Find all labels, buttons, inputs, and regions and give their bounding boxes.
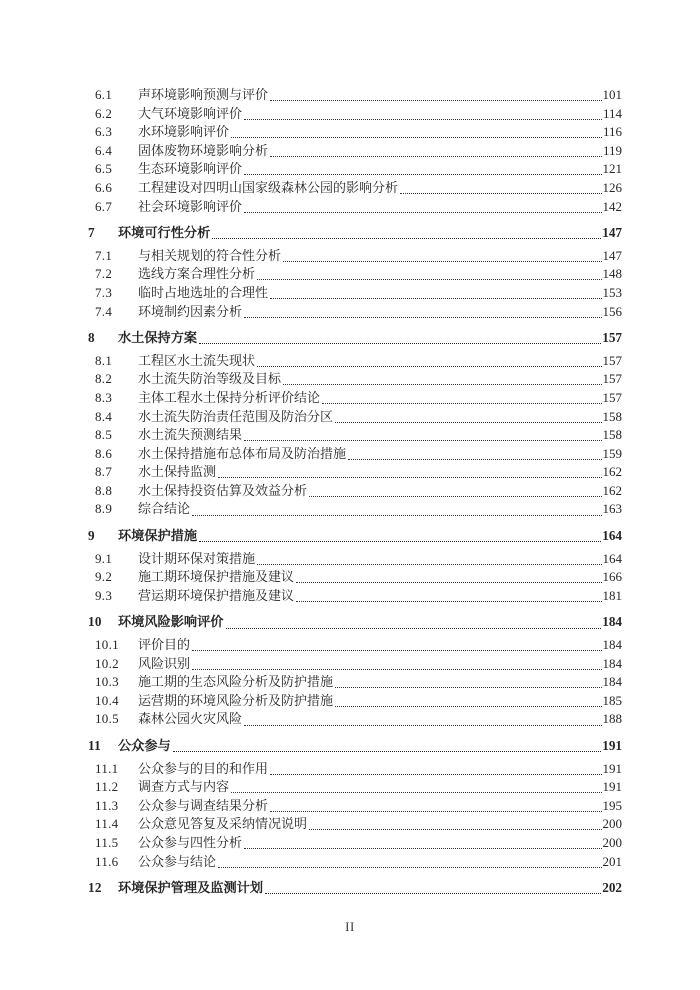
toc-leader-dots [216,463,602,482]
toc-entry-title: 公众参与四性分析 [138,834,243,850]
toc-entry-title: 工程建设对四明山国家级森林公园的影响分析 [138,179,399,195]
toc-entry-title: 环境风险影响评价 [118,614,224,630]
toc-leader-dots [307,482,602,501]
toc-entry [88,527,622,546]
toc-entry [88,160,622,179]
toc-leader-dots [281,370,602,389]
toc-entry [88,482,622,501]
toc-entry [88,265,622,284]
toc-entry [88,445,622,464]
toc-leader-dots [307,815,602,834]
toc-leader-dots [242,198,602,217]
toc-leader-dots [255,550,602,569]
toc-entry-title: 临时占地选址的合理性 [138,284,269,300]
toc-entry-title: 运营期的环境风险分析及防护措施 [138,692,334,708]
toc-entry [88,737,622,756]
toc-leader-dots [197,329,602,348]
toc-entry-page: 184 [602,614,622,630]
toc-entry-number: 8.3 [95,389,113,405]
toc-entry [88,224,622,243]
toc-entry-title: 水土流失预测结果 [138,427,243,443]
toc-entry-number: 10.5 [95,711,119,727]
toc-entry-title: 评价目的 [138,637,191,653]
toc-entry-page: 159 [602,445,622,461]
toc-entry [88,303,622,322]
toc-entry-title: 森林公园火灾风险 [138,711,243,727]
toc-entry [88,636,622,655]
toc-leader-dots [268,797,602,816]
toc-leader-dots [255,265,602,284]
toc-entry [88,655,622,674]
toc-entry [88,853,622,872]
toc-entry-number: 12 [88,880,102,896]
toc-entry-number: 11.1 [95,760,119,776]
toc-entry-page: 195 [602,797,622,813]
toc-leader-dots [190,500,602,519]
toc-entry-number: 8.8 [95,482,113,498]
toc-entry-page: 202 [602,880,622,896]
toc-leader-dots [210,224,602,243]
toc-entry [88,568,622,587]
toc-leader-dots [398,179,602,198]
toc-entry [88,179,622,198]
toc-entry-number: 9.2 [95,569,113,585]
toc-entry-title: 水土保持投资估算及效益分析 [138,482,308,498]
toc-entry-page: 158 [602,427,622,443]
toc-entry-number: 11.2 [95,779,119,795]
toc-entry [88,123,622,142]
toc-leader-dots [346,445,602,464]
toc-entry-title: 公众意见答复及采纳情况说明 [138,816,308,832]
toc-entry [88,692,622,711]
toc-leader-dots [242,105,603,124]
toc-entry-page: 188 [602,711,622,727]
toc-entry-page: 119 [602,142,622,158]
toc-entry-number: 6.1 [95,87,113,102]
toc-entry-number: 7.1 [95,247,113,263]
toc-leader-dots [242,834,602,853]
toc-entry-title: 环境可行性分析 [118,225,211,241]
toc-entry [88,198,622,217]
toc-entry-title: 环境保护措施 [118,528,198,544]
toc-entry [88,329,622,348]
footer-page-number: II [345,919,355,934]
toc-entry-title: 调查方式与内容 [138,779,230,795]
toc-entry-number: 11.4 [95,816,119,832]
toc-entry-page: 184 [602,655,622,671]
toc-entry [88,284,622,303]
toc-entry-title: 工程区水土流失现状 [138,352,256,368]
toc-entry [88,710,622,729]
toc-entry-page: 184 [602,674,622,690]
toc-entry-title: 环境制约因素分析 [138,303,243,319]
toc-leader-dots [197,527,602,546]
page-footer [0,919,700,935]
toc-entry-number: 8.7 [95,464,113,480]
toc-entry-page: 184 [602,637,622,653]
toc-entry-page: 158 [602,408,622,424]
toc-entry-page: 200 [602,834,622,850]
toc-leader-dots [268,86,602,105]
toc-entry-page: 185 [602,692,622,708]
toc-entry-title: 固体废物环境影响分析 [138,142,269,158]
toc-entry [88,426,622,445]
toc-entry-title: 公众参与结论 [138,853,217,869]
toc-leader-dots [216,853,602,872]
toc-leader-dots [224,613,603,632]
toc-leader-dots [268,760,602,779]
toc-entry-page: 157 [602,371,622,387]
toc-leader-dots [190,636,602,655]
toc-entry-title: 水土保持方案 [118,330,198,346]
toc-entry-page: 191 [602,760,622,776]
toc-entry-number: 8 [88,330,95,346]
toc-entry-number: 11.3 [95,797,119,813]
toc-entry-number: 7.4 [95,303,113,319]
toc-entry [88,550,622,569]
toc-entry [88,760,622,779]
toc-entry-page: 157 [602,330,622,346]
toc-entry-title: 水土流失防治等级及目标 [138,371,282,387]
toc-entry-title: 公众参与 [118,738,171,753]
toc-leader-dots [333,408,602,427]
toc-entry-number: 7 [88,225,95,241]
toc-entry-number: 10.2 [95,655,119,671]
toc-entry [88,587,622,606]
toc-leader-dots [229,778,602,797]
toc-entry-title: 水土保持措施布总体布局及防治措施 [138,445,347,461]
toc-entry-title: 环境保护管理及监测计划 [118,880,264,896]
toc-entry-title: 大气环境影响评价 [138,105,243,121]
toc-entry-page: 142 [602,198,622,214]
toc-entry-title: 风险识别 [138,655,191,671]
toc-entry [88,500,622,519]
toc-entry-number: 8.2 [95,371,113,387]
toc-entry [88,142,622,161]
toc-entry-page: 101 [602,87,622,102]
toc-entry-page: 116 [602,124,622,140]
toc-entry-title: 公众参与的目的和作用 [138,760,269,776]
toc-entry [88,370,622,389]
toc-entry-page: 166 [602,569,622,585]
toc-leader-dots [333,692,602,711]
toc-entry [88,408,622,427]
toc-leader-dots [281,247,602,266]
toc-entry-page: 201 [602,853,622,869]
toc-entry [88,673,622,692]
toc-entry-page: 156 [602,303,622,319]
toc-entry [88,778,622,797]
toc-entry [88,797,622,816]
toc-leader-dots [242,160,602,179]
toc-entry-title: 主体工程水土保持分析评价结论 [138,389,321,405]
toc-entry-number: 8.9 [95,501,113,517]
toc-entry-page: 148 [602,266,622,282]
toc-entry-title: 生态环境影响评价 [138,161,243,177]
toc-leader-dots [333,673,602,692]
toc-entry-number: 6.2 [95,105,113,121]
toc-entry-page: 164 [602,550,622,566]
toc-leader-dots [171,737,602,756]
toc-entry-title: 综合结论 [138,501,191,517]
toc-entry-title: 与相关规划的符合性分析 [138,247,282,263]
toc-entry-title: 水土保持监测 [138,464,217,480]
toc-entry [88,352,622,371]
toc-entry [88,815,622,834]
toc-entry-number: 7.3 [95,284,113,300]
toc-entry-number: 8.6 [95,445,113,461]
toc-entry-title: 声环境影响预测与评价 [138,87,269,102]
toc-leader-dots [229,123,603,142]
toc-entry-page: 163 [602,501,622,517]
toc-entry-title: 社会环境影响评价 [138,198,243,214]
toc-entry-page: 147 [602,247,622,263]
toc-entry-page: 157 [602,352,622,368]
toc-entry-number: 8.4 [95,408,113,424]
toc-entry-page: 157 [602,389,622,405]
toc-entry-number: 11.5 [95,834,119,850]
toc-leader-dots [320,389,602,408]
toc-entry-number: 7.2 [95,266,113,282]
toc-entry-number: 6.5 [95,161,113,177]
toc-entry-number: 6.4 [95,142,113,158]
toc-entry-title: 施工期的生态风险分析及防护措施 [138,674,334,690]
toc-entry-title: 选线方案合理性分析 [138,266,256,282]
toc-entry-page: 191 [602,738,622,753]
toc-entry-number: 11.6 [95,853,119,869]
toc-entry-number: 9 [88,528,95,544]
toc-entry [88,389,622,408]
toc-entry-number: 10.3 [95,674,119,690]
toc-entry-page: 191 [602,779,622,795]
toc-entry [88,879,622,898]
toc-entry-number: 10 [88,614,102,630]
toc-entry-page: 162 [602,482,622,498]
toc-leader-dots [190,655,602,674]
toc-leader-dots [268,284,602,303]
toc-entry-number: 8.5 [95,427,113,443]
toc-entry-page: 181 [602,587,622,603]
toc-entry-number: 6.3 [95,124,113,140]
toc-entry-number: 6.7 [95,198,113,214]
toc-entry-number: 11 [88,738,102,753]
toc-entry [88,247,622,266]
toc-entry-title: 营运期环境保护措施及建议 [138,587,295,603]
toc-entry-number: 6.6 [95,179,113,195]
toc-entry-title: 公众参与调查结果分析 [138,797,269,813]
toc-leader-dots [255,352,602,371]
toc-list [88,86,622,902]
toc-leader-dots [268,142,603,161]
toc-entry-page: 114 [602,105,622,121]
toc-entry-number: 9.1 [95,550,113,566]
toc-entry [88,613,622,632]
toc-entry-page: 162 [602,464,622,480]
toc-entry-page: 164 [602,528,622,544]
toc-entry-number: 9.3 [95,587,113,603]
toc-entry-title: 水环境影响评价 [138,124,230,140]
toc-entry-page: 126 [602,179,622,195]
toc-entry-title: 施工期环境保护措施及建议 [138,569,295,585]
toc-entry [88,105,622,124]
toc-entry-number: 10.1 [95,637,119,653]
toc-entry-title: 设计期环保对策措施 [138,550,256,566]
toc-entry-number: 10.4 [95,692,119,708]
toc-entry [88,834,622,853]
toc-entry-title: 水土流失防治责任范围及防治分区 [138,408,334,424]
toc-entry [88,86,622,105]
toc-entry-number: 8.1 [95,352,113,368]
toc-entry-page: 147 [602,225,622,241]
toc-leader-dots [294,587,602,606]
toc-leader-dots [242,710,602,729]
toc-entry-page: 121 [602,161,622,177]
toc-entry-page: 153 [602,284,622,300]
toc-leader-dots [242,303,602,322]
toc-leader-dots [263,879,602,898]
toc-leader-dots [294,568,602,587]
toc-entry [88,463,622,482]
toc-leader-dots [242,426,602,445]
toc-entry-page: 200 [602,816,622,832]
